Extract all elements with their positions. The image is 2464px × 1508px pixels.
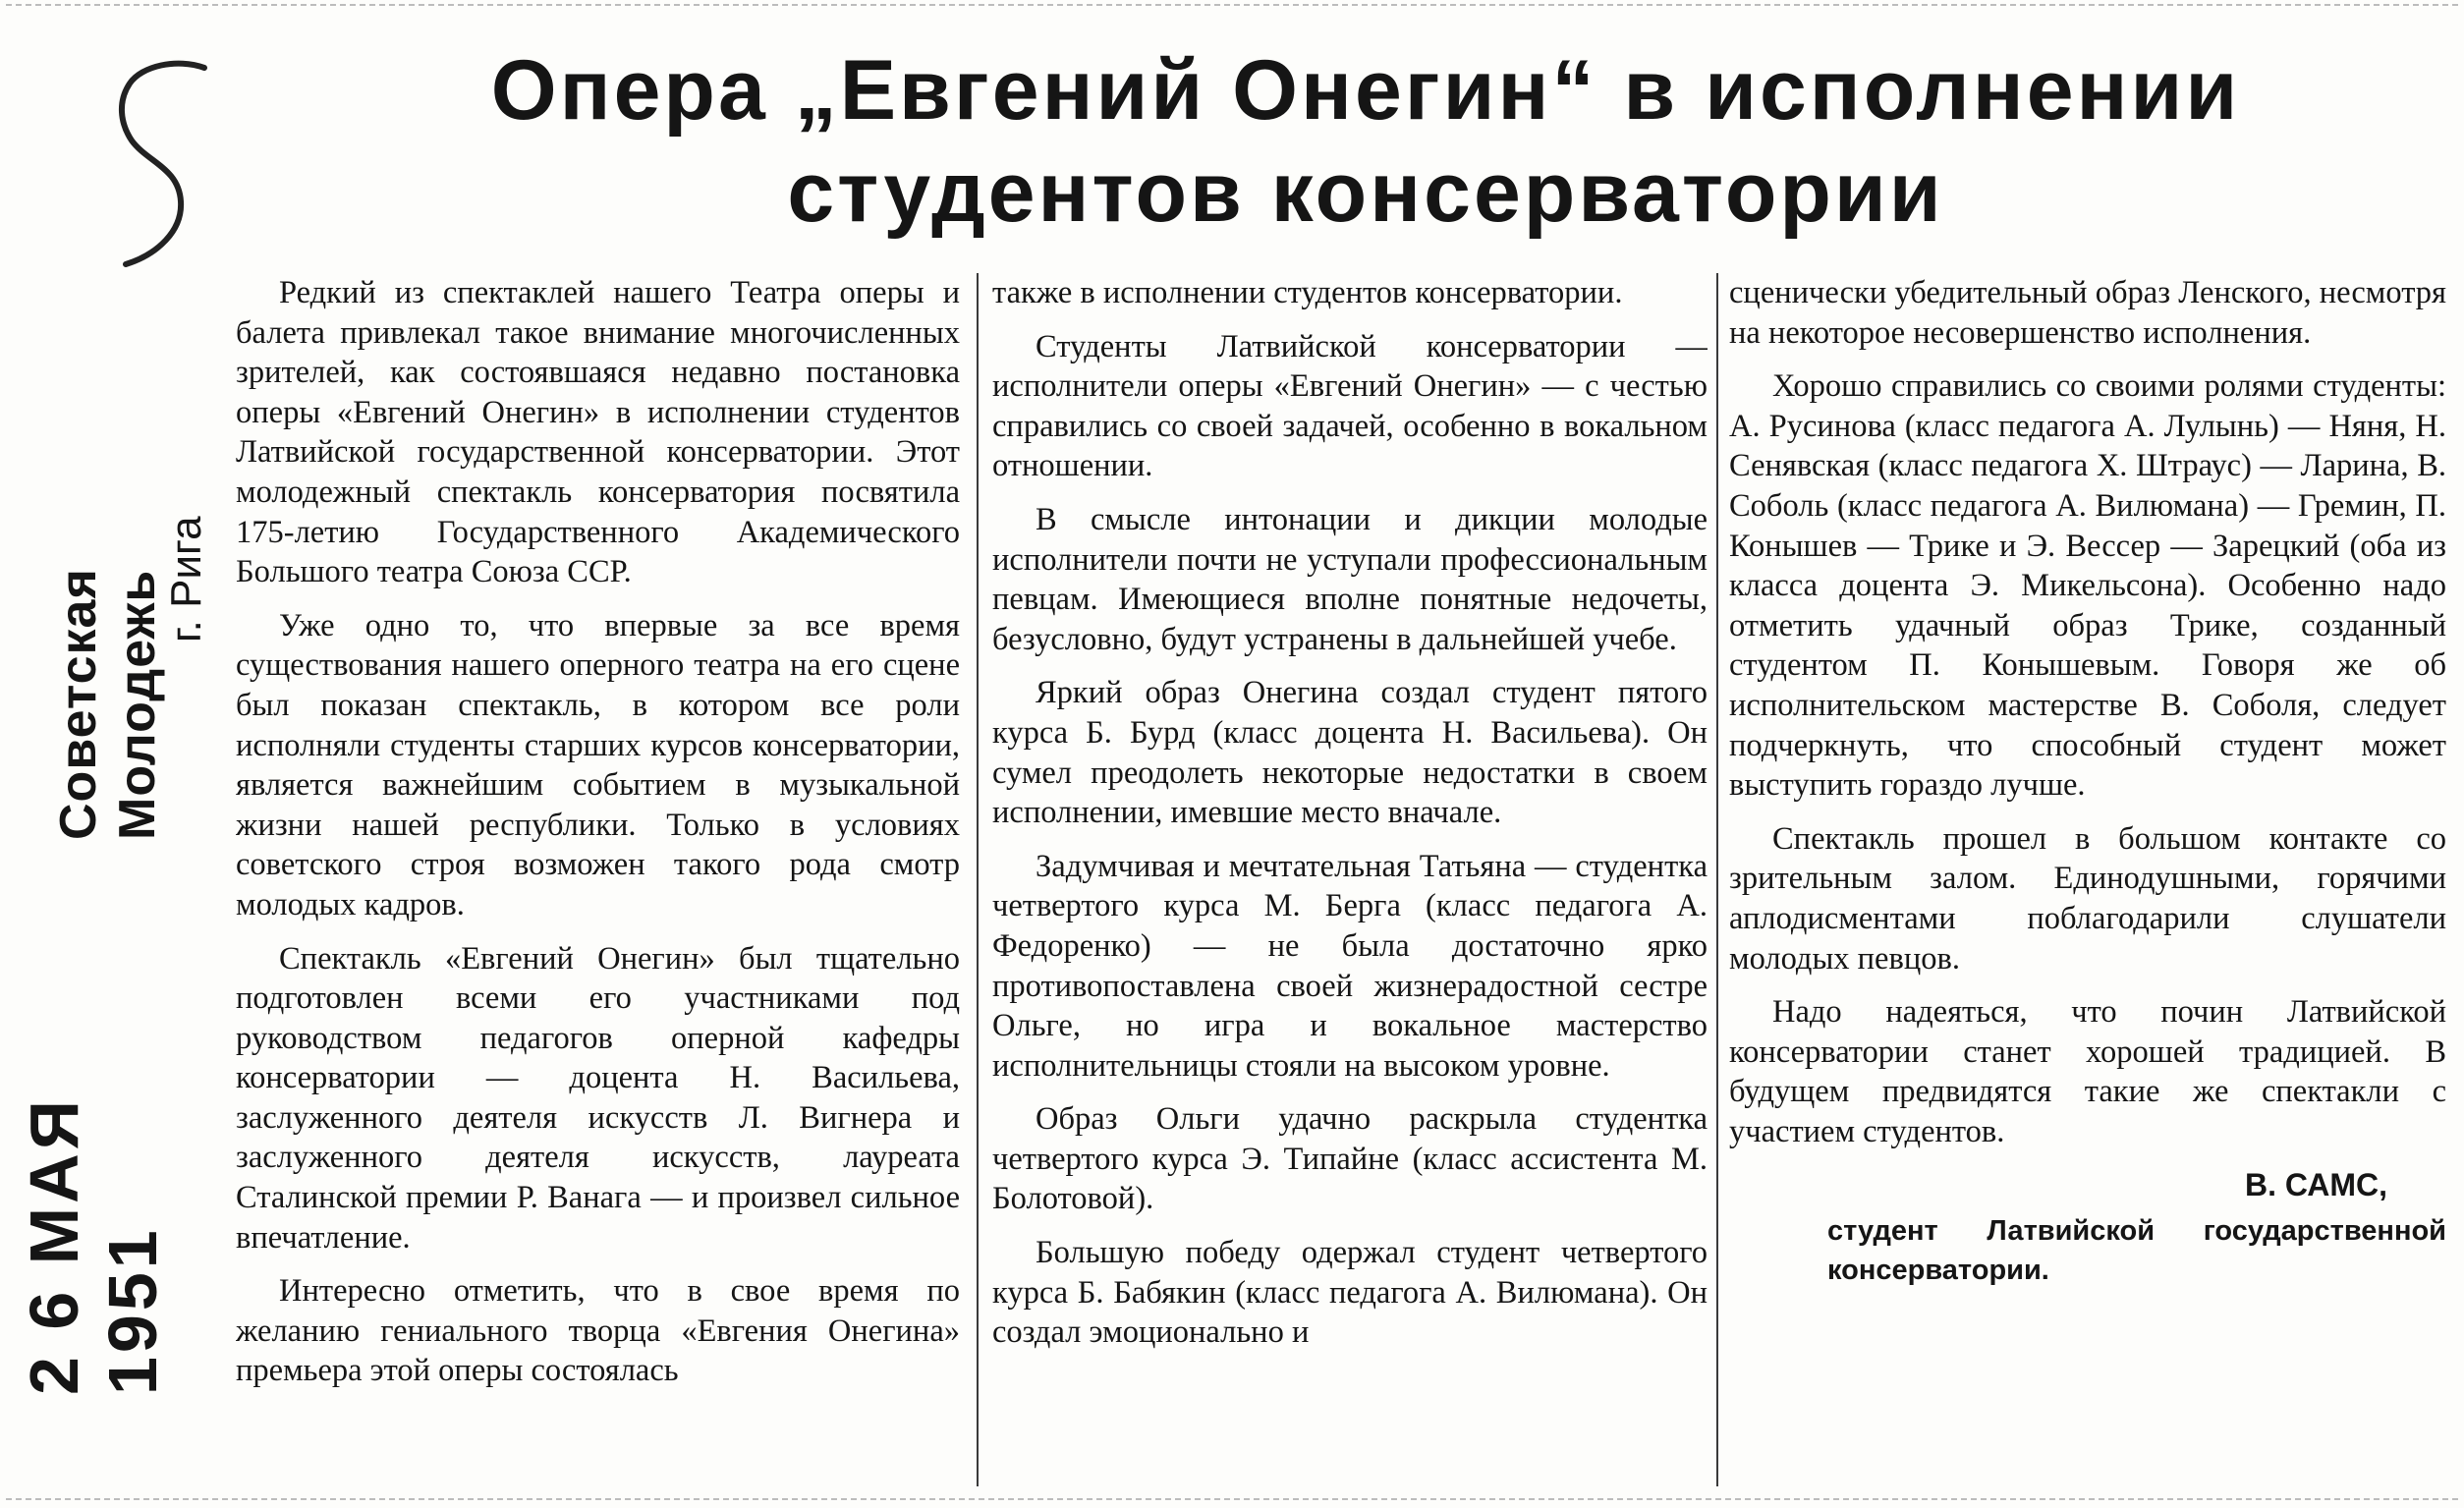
paragraph-continuation: сценически убедительный образ Ленского, несмотря на некоторое несовершенство исполнения. <box>1729 275 2446 351</box>
article-column-2 <box>992 273 1708 1481</box>
publication-stamp: Советская Молодежь <box>50 568 166 840</box>
article-column-1 <box>236 273 960 1481</box>
column-divider <box>1716 273 1718 1486</box>
date-stamp: 2 6 МАЯ 1951 <box>16 1096 171 1395</box>
article-headline <box>295 39 2436 244</box>
paragraph: Надо надеяться, что почин Латвийской консерватории станет хорошей традицией. В будущем предвидятся такие же спектакли с участием студентов. <box>1729 994 2446 1149</box>
paragraph: Уже одно то, что впервые за все время существования нашего оперного театра на его сцене был показан спектакль, в котором все роли исполняли студенты старших курсов консерватории, является важнейшим событием в музыкальной жизни нашей республики. Только в условиях советского строя возможен такого рода смотр молодых кадров. <box>236 607 960 922</box>
city-stamp: г. Рига <box>162 516 210 643</box>
paragraph: Спектакль прошел в большом контакте со зрительным залом. Единодушными, горячими аплодисментами поблагодарили слушатели молодых певцов. <box>1729 820 2446 977</box>
paragraph: В смысле интонации и дикции молодые исполнители почти не уступали профессиональным певцам. Имеющиеся вполне понятные недочеты, безусловно, будут устранены в дальнейшей учебе. <box>992 501 1708 657</box>
author-affiliation: студент Латвийской государственной консерватории. <box>1827 1215 2446 1287</box>
article-column-3 <box>1729 273 2446 1481</box>
bottom-clipping-edge <box>6 1498 2458 1500</box>
paragraph-continuation: также в исполнении студентов консерватории. <box>992 275 1623 310</box>
article-body <box>236 273 2446 1481</box>
paragraph: Редкий из спектаклей нашего Театра оперы и балета привлекал такое внимание многочисленных зрителей, как состоявшаяся недавно постановка оперы «Евгений Онегин» в исполнении студентов Латвийской государственной консерватории. Этот молодежный спектакль консерватория посвятила 175-летию Государственного Академического Большого театра Союза ССР. <box>236 275 960 590</box>
column-divider <box>977 273 979 1486</box>
paragraph: Задумчивая и мечтательная Татьяна — студентка четвертого курса М. Берга (класс педагога А. Федоренко) — не была достаточно ярко противопоставлена своей жизнерадостной сестре Ольге, но игра и вокальное мастерство исполнительницы стояли на высоком уровне. <box>992 848 1708 1084</box>
paragraph: Студенты Латвийской консерватории — исполнители оперы «Евгений Онегин» — с честью справились со своей задачей, особенно в вокальном отношении. <box>992 328 1708 484</box>
headline-line-2: студентов консерватории <box>787 145 1944 240</box>
paragraph: Интересно отметить, что в свое время по желанию гениального творца «Евгения Онегина» премьера этой оперы состоялась <box>236 1273 960 1389</box>
handwritten-number-mark <box>108 54 216 280</box>
paragraph: Яркий образ Онегина создал студент пятого курса Б. Бурд (класс доцента Н. Васильева). Он сумел преодолеть некоторые недостатки в своем исполнении, имевшие место вначале. <box>992 675 1708 831</box>
author-signature: В. САМС, <box>2245 1167 2387 1203</box>
paragraph: Хорошо справились со своими ролями студенты: А. Русинова (класс педагога А. Лулынь) — Няня, Н. Сенявская (класс педагога Х. Штраус) — Ларина, В. Соболь (класс педагога А. Вилюмана) — Гремин, П. Конышев — Трике и Э. Вессер — Зарецкий (оба из класса доцента Э. Микельсона). Особенно надо отметить удачный образ Трике, созданный студентом П. Конышевым. Говоря же об исполнительском мастерстве В. Соболя, следует подчеркнуть, что способный студент может выступить гораздо лучше. <box>1729 368 2446 804</box>
paragraph: Большую победу одержал студент четвертого курса Б. Бабякин (класс педагога А. Вилюмана). Он создал эмоционально и <box>992 1235 1708 1351</box>
paragraph: Образ Ольги удачно раскрыла студентка четвертого курса Э. Типайне (класс ассистента М. Болотовой). <box>992 1101 1708 1217</box>
top-clipping-edge <box>6 4 2458 6</box>
headline-line-1: Опера „Евгений Онегин“ в исполнении <box>490 43 2241 138</box>
paragraph: Спектакль «Евгений Онегин» был тщательно подготовлен всеми его участниками под руководством педагогов оперной кафедры консерватории — доцента Н. Васильева, заслуженного деятеля искусств Л. Вигнера и заслуженного деятеля искусств, лауреата Сталинской премии Р. Ванага — и произвел сильное впечатление. <box>236 940 960 1256</box>
